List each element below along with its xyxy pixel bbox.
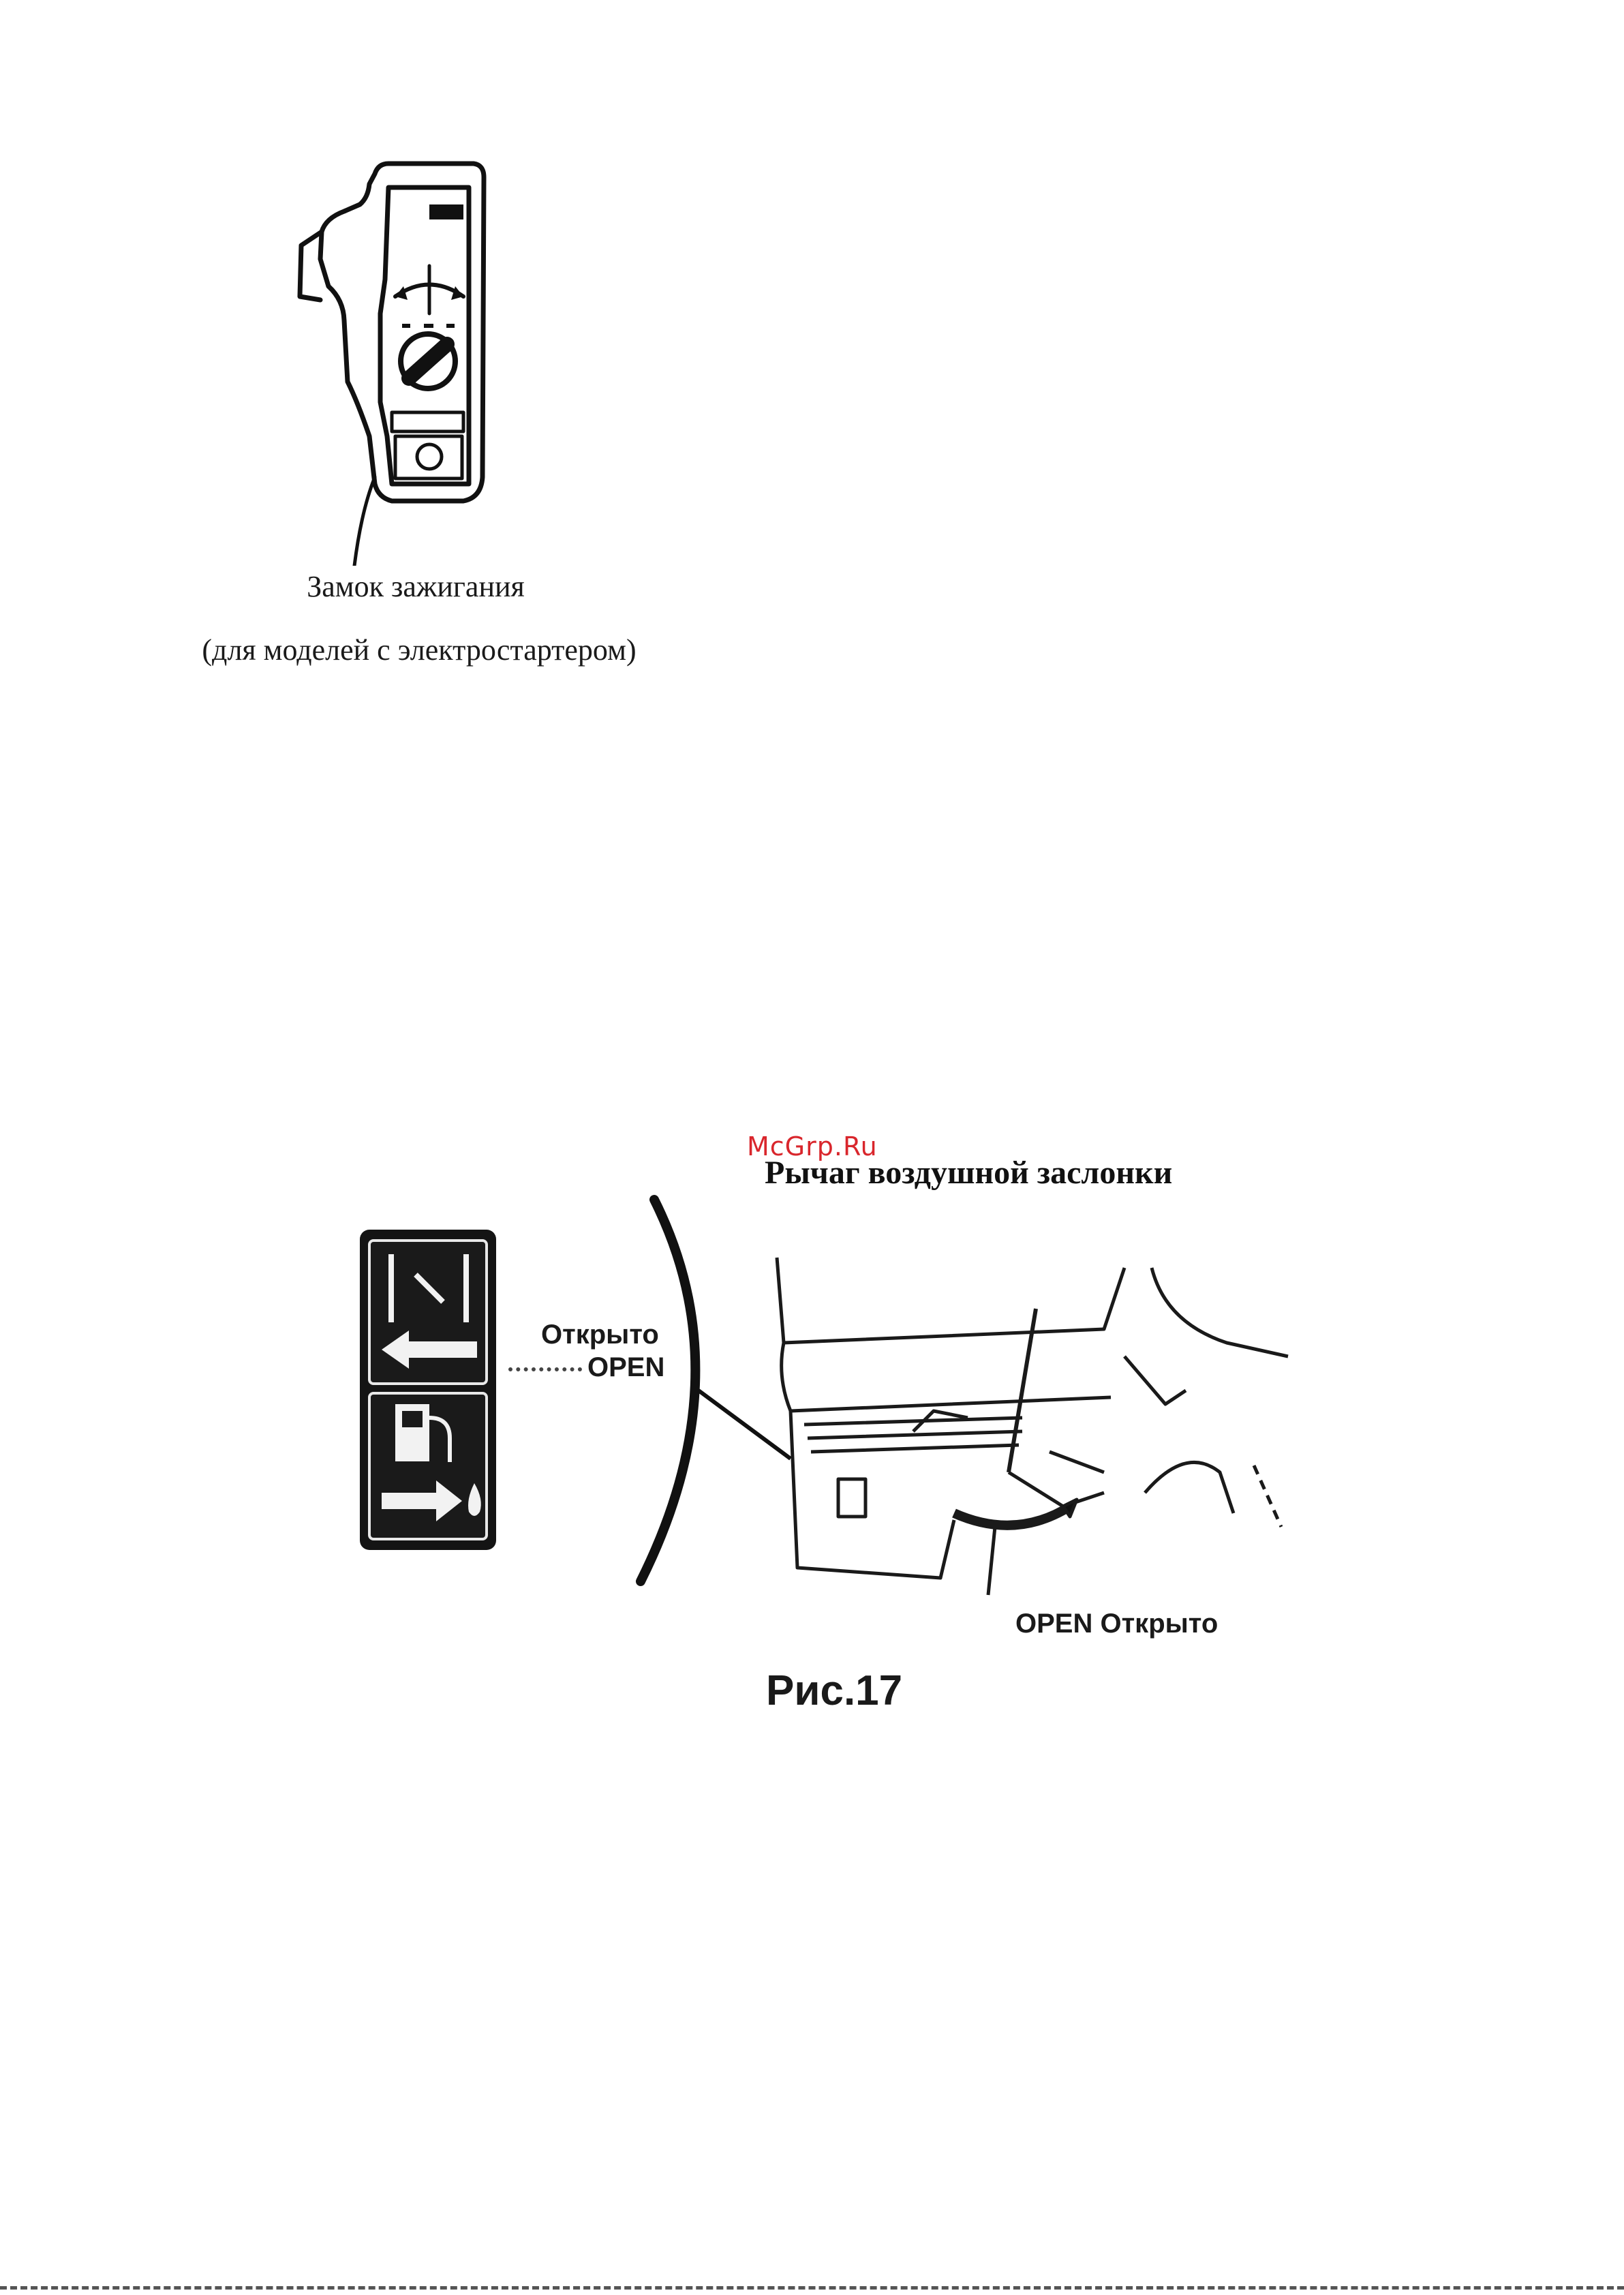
open-label-english: OPEN: [587, 1352, 665, 1382]
open-label-russian: Открыто: [541, 1320, 659, 1350]
ignition-switch-subcaption: (для моделей с электростартером): [202, 633, 637, 667]
open-bottom-label: OPEN Открыто: [1015, 1609, 1219, 1639]
ignition-switch-illustration: [293, 157, 511, 566]
figure-number: Рис.17: [766, 1667, 903, 1714]
bottom-edge-rule: [0, 2286, 1624, 2290]
choke-lever-title: Рычаг воздушной заслонки: [765, 1155, 1173, 1191]
watermark-text: McGrp.Ru: [747, 1131, 878, 1161]
choke-sticker-icon: [360, 1230, 496, 1550]
ignition-switch-caption: Замок зажигания: [307, 570, 525, 603]
choke-lever-illustration: [341, 1186, 1308, 1656]
open-leader-line: [508, 1367, 582, 1371]
